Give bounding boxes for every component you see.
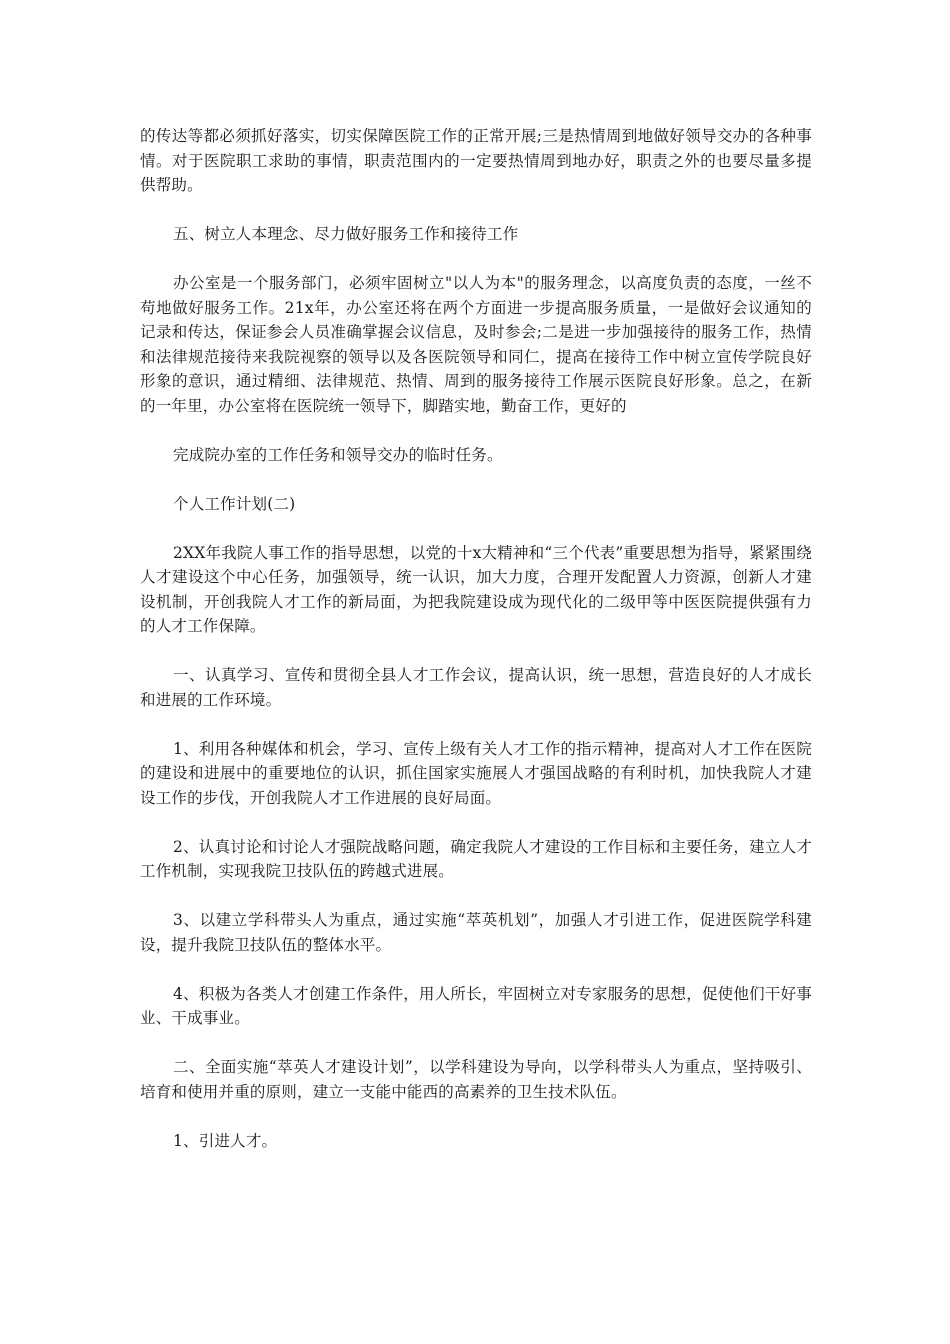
paragraph-continuation: 的传达等都必须抓好落实，切实保障医院工作的正常开展;三是热情周到地做好领导交办的各种事情。对于医院职工求助的事情，职责范围内的一定要热情周到地办好，职责之外的也要尽量多提供帮助。 — [140, 127, 812, 194]
list-item-1: 1、利用各种媒体和机会，学习、宣传上级有关人才工作的指示精神，提高对人才工作在医院的建设和进展中的重要地位的认识，抓住国家实施展人才强国战略的有利时机，加快我院人才建设工作的步伐，开创我院人才工作进展的良好局面。 — [140, 739, 812, 807]
section-heading-two: 二、全面实施“萃英人才建设计划”，以学科建设为导向，以学科带头人为重点，坚持吸引、培育和使用并重的原则，建立一支能中能西的高素养的卫生技术队伍。 — [140, 1058, 812, 1101]
document-subtitle: 个人工作计划(二) — [173, 494, 296, 513]
list-item-3: 3、以建立学科带头人为重点，通过实施“萃英机划”，加强人才引进工作，促进医院学科建设，提升我院卫技队伍的整体水平。 — [140, 911, 812, 954]
list-item-2: 2、认真讨论和讨论人才强院战略问题，确定我院人才建设的工作目标和主要任务，建立人才工作机制，实现我院卫技队伍的跨越式进展。 — [140, 837, 812, 880]
list-item-introduce-talent: 1、引进人才。 — [173, 1131, 278, 1150]
paragraph-guiding-thought: 2XX年我院人事工作的指导思想，以党的十x大精神和“三个代表”重要思想为指导，紧紧围绕人才建设这个中心任务，加强领导，统一认识，加大力度，合理开发配置人力资源，创新人才建设机制，开创我院人才工作的新局面，为把我院建设成为现代化的二级甲等中医医院提供强有力的人才工作保障。 — [140, 543, 812, 635]
paragraph-service-office: 办公室是一个服务部门，必须牢固树立"以人为本"的服务理念，以高度负责的态度，一丝不苟地做好服务工作。21x年，办公室还将在两个方面进一步提高服务质量，一是做好会议通知的记录和传达，保证参会人员准确掌握会议信息，及时参会;二是进一步加强接待的服务工作，热情和法律规范接待来我院视察的领导以及各医院领导和同仁，提高在接待工作中树立宣传学院良好形象的意识，通过精细、法律规范、热情、周到的服务接待工作展示医院良好形象。总之，在新的一年里，办公室将在医院统一领导下，脚踏实地，勤奋工作，更好的 — [140, 274, 812, 415]
document-body — [140, 124, 812, 1178]
paragraph-complete-tasks: 完成院办室的工作任务和领导交办的临时任务。 — [173, 445, 503, 464]
list-item-4: 4、积极为各类人才创建工作条件，用人所长，牢固树立对专家服务的思想，促使他们干好事业、干成事业。 — [140, 984, 812, 1027]
section-heading-one: 一、认真学习、宣传和贯彻全县人才工作会议，提高认识，统一思想，营造良好的人才成长和进展的工作环境。 — [140, 666, 812, 709]
section-heading-five: 五、树立人本理念、尽力做好服务工作和接待工作 — [173, 225, 519, 243]
